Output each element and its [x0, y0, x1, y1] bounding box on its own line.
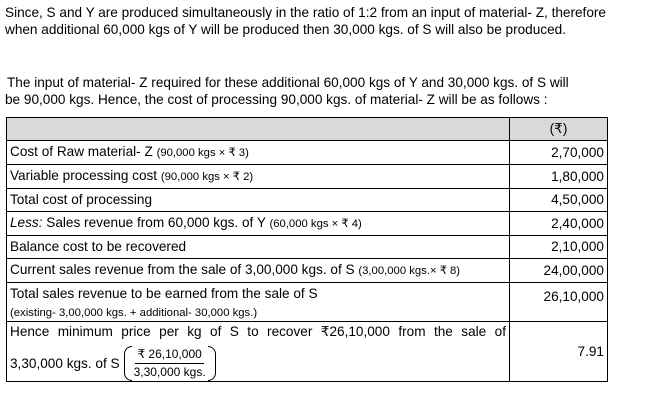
total-revenue-row: [7, 283, 608, 322]
header-description-cell: [7, 118, 510, 141]
row-prefix: Less:: [10, 215, 43, 230]
row-amount: 24,00,000: [510, 259, 608, 283]
row-detail: (90,000 kgs × ₹ 2): [160, 171, 254, 183]
minimum-price-line-1: Hence minimum price per kg of S to recover ₹26,10,000 from the sale of: [10, 324, 506, 339]
row-amount: 2,40,000: [510, 212, 608, 236]
row-description: [7, 189, 510, 212]
row-label: Sales revenue from 60,000 kgs. of Y: [46, 215, 266, 230]
row-detail: (90,000 kgs × ₹ 3): [156, 147, 249, 159]
minimum-price-row: [7, 322, 608, 382]
row-label: Variable processing cost: [10, 168, 158, 183]
table-row: [7, 236, 608, 259]
total-revenue-detail: (existing- 3,00,000 kgs. + additional- 30,000 kgs.): [10, 307, 258, 319]
total-revenue-amount: 26,10,000: [510, 283, 608, 322]
row-amount: 1,80,000: [510, 165, 608, 189]
input-paragraph-line-2: be 90,000 kgs. Hence, the cost of processing 90,000 kgs. of material- Z will be as follows :: [5, 92, 548, 107]
row-amount: 2,70,000: [510, 141, 608, 165]
minimum-price-formula: [10, 346, 506, 381]
fraction-denominator: 3,30,000 kgs.: [133, 365, 206, 379]
minimum-price-line-2: 3,30,000 kgs. of S: [10, 356, 120, 371]
row-description: [7, 141, 510, 165]
minimum-price-amount: 7.91: [510, 322, 608, 382]
table-row: [7, 165, 608, 189]
intro-paragraph: Since, S and Y are produced simultaneously in the ratio of 1:2 from an input of material- Z, therefore when additional 60,000 kgs of Y will be produced then 30,000 kgs. of S will also be produced.: [5, 5, 606, 37]
table-row: [7, 212, 608, 236]
row-description: [7, 165, 510, 189]
row-label: Total cost of processing: [10, 192, 153, 207]
row-label: Cost of Raw material- Z: [10, 144, 153, 159]
processing-cost-table: [6, 117, 608, 382]
row-label: Current sales revenue from the sale of 3,00,000 kgs. of S: [10, 262, 355, 277]
row-detail: (3,00,000 kgs.× ₹ 8): [358, 265, 461, 277]
table-row: [7, 259, 608, 283]
total-revenue-description: [7, 283, 510, 322]
row-description: [7, 212, 510, 236]
table-header-row: [7, 118, 608, 141]
row-amount: 2,10,000: [510, 236, 608, 259]
table-row: [7, 189, 608, 212]
minimum-price-description: [7, 322, 510, 382]
row-label: Balance cost to be recovered: [10, 239, 187, 254]
fraction-numerator: ₹ 26,10,000: [135, 346, 203, 364]
header-amount-cell: (₹): [510, 118, 608, 141]
row-amount: 4,50,000: [510, 189, 608, 212]
input-paragraph-line-1: The input of material- Z required for these additional 60,000 kgs of Y and 30,000 kgs. of S will: [7, 75, 569, 90]
price-fraction: [132, 346, 208, 381]
total-revenue-label: Total sales revenue to be earned from the sale of S: [10, 286, 318, 301]
row-description: [7, 259, 510, 283]
row-description: [7, 236, 510, 259]
input-paragraph: [5, 74, 615, 108]
table-row: [7, 141, 608, 165]
row-detail: (60,000 kgs × ₹ 4): [269, 218, 362, 230]
fraction-parentheses: [124, 346, 216, 381]
